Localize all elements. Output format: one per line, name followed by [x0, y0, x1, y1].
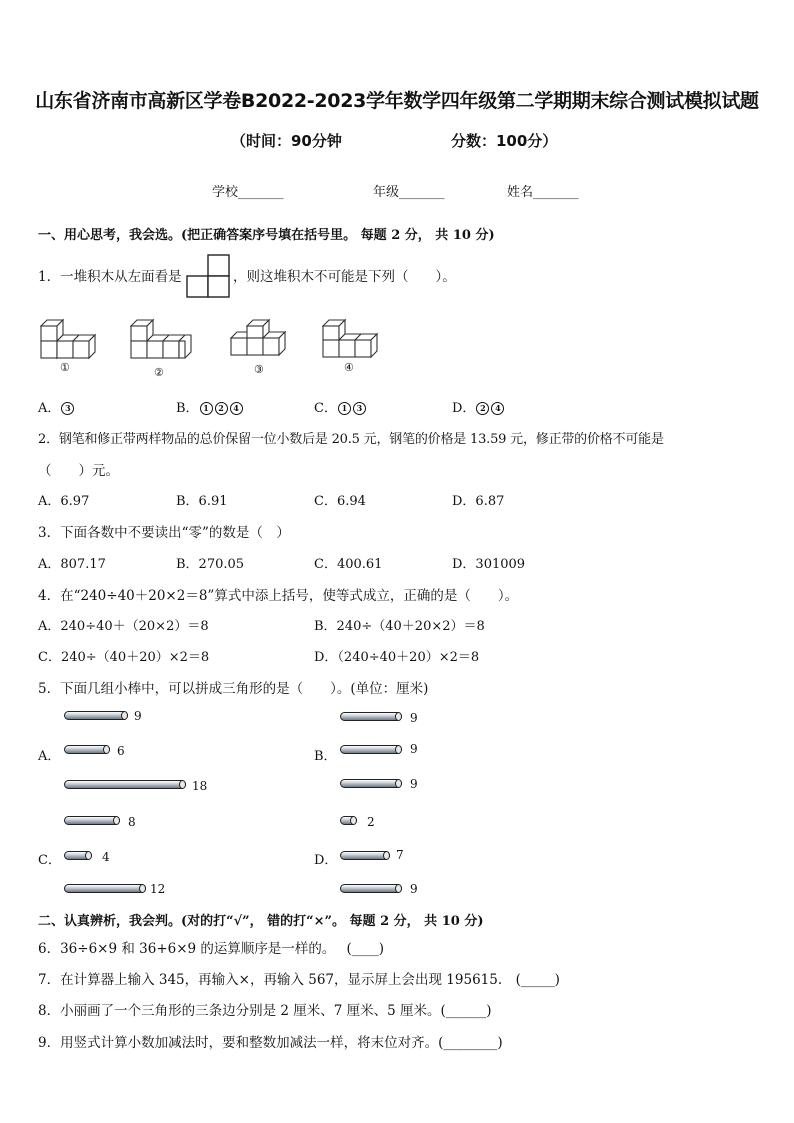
stick-icon	[340, 745, 402, 754]
stick-icon	[340, 712, 402, 721]
q2-option-b[interactable]: B．6.91	[176, 494, 228, 509]
q2-option-a[interactable]: A．6.97	[38, 494, 90, 509]
exam-title: 山东省济南市高新区学卷B2022-2023学年数学四年级第二学期期末综合测试模拟试题	[35, 90, 759, 112]
figure-label-3: ③	[254, 363, 264, 376]
stick-icon	[64, 780, 186, 789]
q3-option-d[interactable]: D．301009	[452, 557, 526, 572]
stick-length: 9	[410, 777, 418, 791]
q7-stem: 7．在计算器上输入 345，再输入×，再输入 567，显示屏上会出现 195615. (_____)	[38, 972, 560, 988]
q5-option-d[interactable]: D．	[314, 853, 338, 868]
q3-option-b[interactable]: B．270.05	[176, 557, 245, 572]
q5-stem: 5．下面几组小棒中，可以拼成三角形的是（ ）。(单位：厘米)	[38, 681, 429, 697]
q1-option-a[interactable]: A． 3	[38, 397, 75, 416]
q2-option-c[interactable]: C．6.94	[314, 494, 366, 509]
block-figure-3-icon	[228, 318, 290, 368]
stick-icon	[64, 884, 146, 893]
q4-option-b[interactable]: B．240÷（40＋20×2）＝8	[314, 619, 485, 634]
section1-title: 一、用心思考，我会选。(把正确答案序号填在括号里。 每题 2 分， 共 10 分)	[38, 228, 495, 243]
q1-option-b[interactable]: B． 1 2 4	[176, 397, 244, 416]
q9-stem: 9．用竖式计算小数加减法时，要和整数加减法一样，将末位对齐。(________)	[38, 1035, 503, 1051]
stick-icon	[64, 816, 120, 825]
circled-number: 3	[61, 402, 74, 415]
q2-stem: 2．钢笔和修正带两样物品的总价保留一位小数后是 20.5 元，钢笔的价格是 13.59 元，修正带的价格不可能是	[38, 432, 664, 447]
stick-length: 4	[102, 850, 110, 864]
stick-icon	[340, 851, 390, 860]
circled-number: 4	[230, 402, 243, 415]
school-field: 学校_______	[212, 185, 284, 200]
grade-field: 年级_______	[373, 185, 445, 200]
circled-number: 4	[491, 402, 504, 415]
figure-label-4: ④	[344, 361, 354, 374]
q6-stem: 6．36÷6×9 和 36+6×9 的运算顺序是一样的。 (____)	[38, 941, 384, 957]
stick-icon	[64, 711, 128, 720]
stick-icon	[340, 884, 402, 893]
q4-option-a[interactable]: A．240÷40＋（20×2）＝8	[38, 619, 209, 634]
q2-stem-cont: （ ）元。	[38, 463, 119, 479]
q5-option-a[interactable]: A．	[38, 749, 61, 764]
q1-option-c[interactable]: C． 1 3	[314, 397, 367, 416]
q5-option-b[interactable]: B．	[314, 749, 337, 764]
q4-stem: 4．在“240÷40＋20×2＝8”算式中添上括号，使等式成立，正确的是（ ）。	[38, 588, 519, 604]
q5-option-c[interactable]: C．	[38, 853, 61, 868]
exam-score: 分数：100分）	[451, 132, 558, 150]
stick-length: 9	[410, 711, 418, 725]
stick-length: 9	[410, 742, 418, 756]
circled-number: 3	[353, 402, 366, 415]
circled-number: 2	[476, 402, 489, 415]
stick-length: 8	[128, 815, 136, 829]
q8-stem: 8．小丽画了一个三角形的三条边分别是 2 厘米、7 厘米、5 厘米。(______)	[38, 1003, 492, 1019]
block-figure-2-icon	[128, 318, 194, 368]
stick-icon	[64, 745, 110, 754]
stick-icon	[340, 816, 357, 825]
stick-icon	[340, 779, 402, 788]
name-field: 姓名_______	[507, 185, 579, 200]
stick-length: 6	[117, 744, 125, 758]
q3-option-a[interactable]: A．807.17	[38, 557, 106, 572]
stick-length: 2	[367, 815, 375, 829]
left-view-icon	[186, 253, 232, 299]
q1-option-d[interactable]: D． 2 4	[452, 397, 505, 416]
circled-number: 1	[200, 402, 213, 415]
stick-length: 9	[134, 709, 142, 723]
stick-icon	[64, 851, 92, 860]
q3-stem: 3．下面各数中不要读出“零”的数是（ ）	[38, 525, 290, 541]
figure-label-1: ①	[60, 361, 70, 374]
q1-stem-b: ，则这堆积木不可能是下列（ ）。	[233, 269, 456, 285]
section2-title: 二、认真辨析，我会判。(对的打“√”， 错的打“×”。 每题 2 分， 共 10 分)	[38, 914, 484, 929]
q1-stem-a: 1．一堆积木从左面看是	[38, 269, 182, 285]
q2-option-d[interactable]: D．6.87	[452, 494, 505, 509]
q4-option-c[interactable]: C．240÷（40＋20）×2＝8	[38, 650, 210, 665]
circled-number: 1	[338, 402, 351, 415]
stick-length: 7	[396, 848, 404, 862]
stick-length: 18	[192, 779, 208, 793]
stick-length: 12	[150, 882, 166, 896]
circled-number: 2	[215, 402, 228, 415]
exam-time: （时间：90分钟	[231, 132, 342, 150]
q4-option-d[interactable]: D．（240÷40＋20）×2＝8	[314, 650, 480, 665]
figure-label-2: ②	[154, 366, 164, 379]
q3-option-c[interactable]: C．400.61	[314, 557, 383, 572]
stick-length: 9	[410, 882, 418, 896]
